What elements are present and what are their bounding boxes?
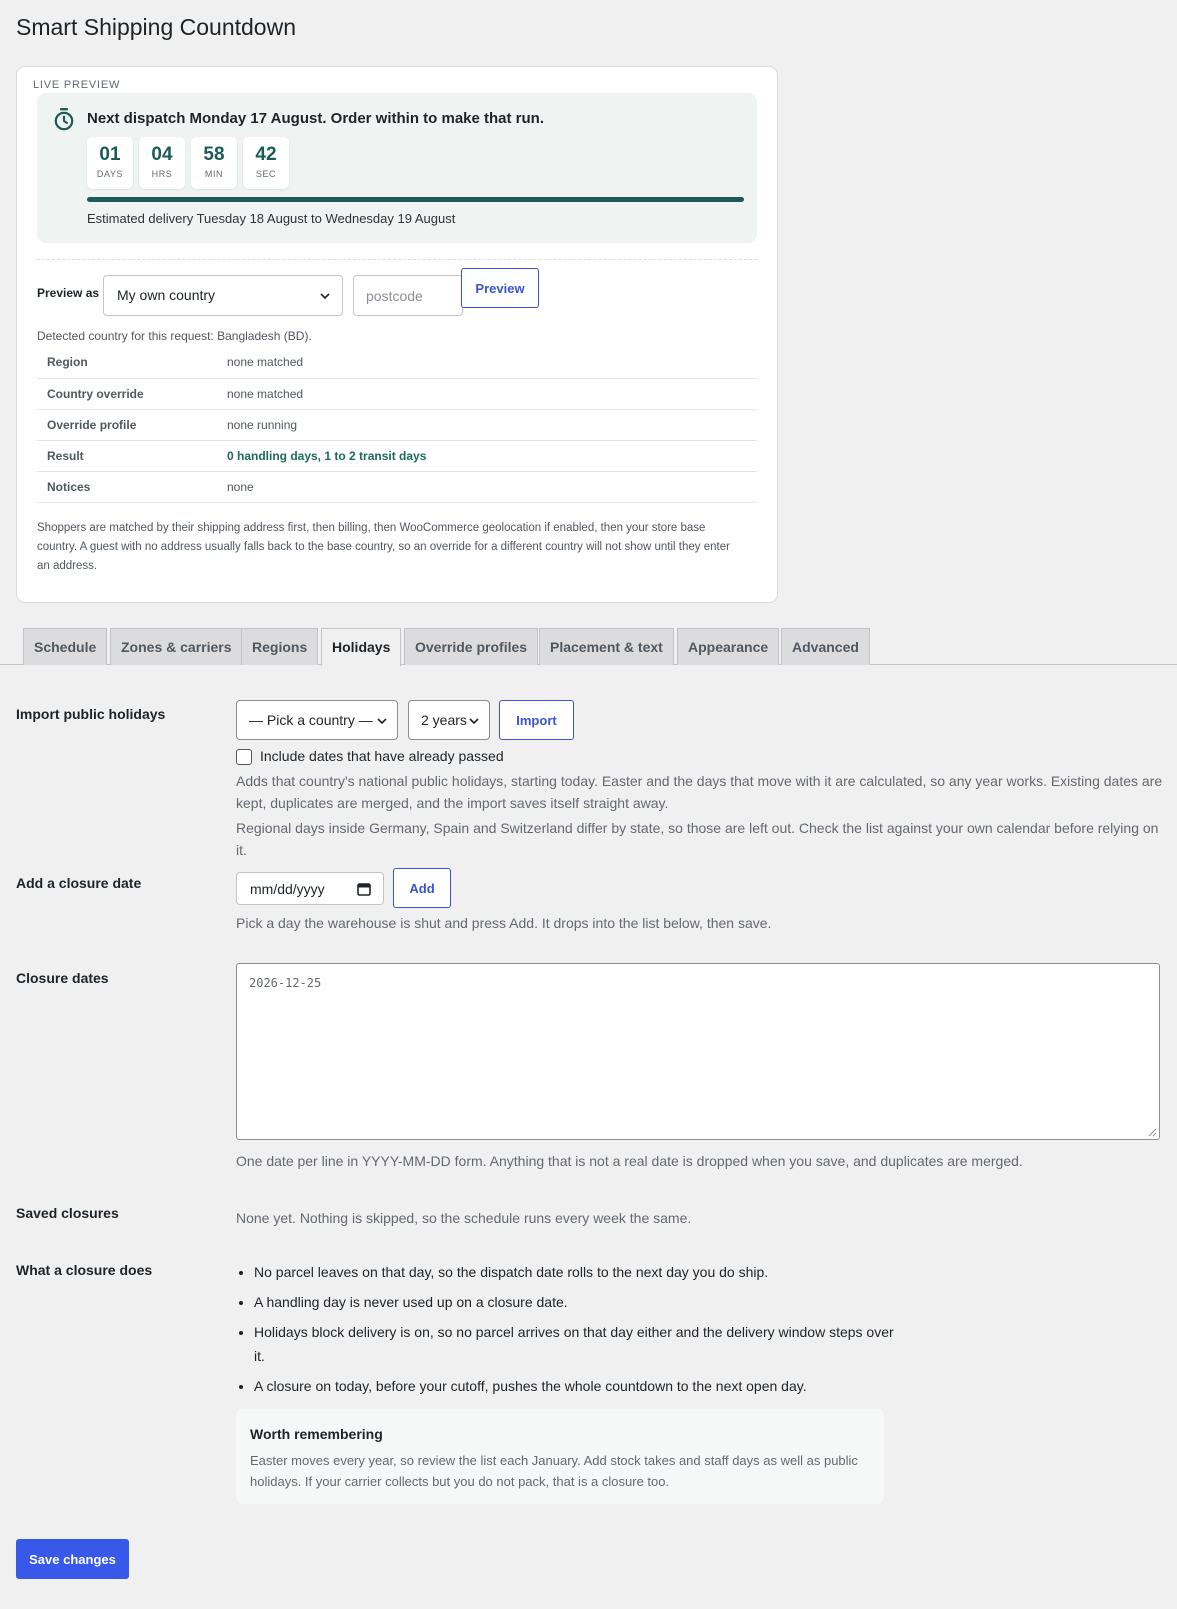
live-preview-label: LIVE PREVIEW <box>33 79 121 91</box>
calendar-icon[interactable] <box>357 882 371 896</box>
result-key: Country override <box>37 378 227 409</box>
closure-date-placeholder: mm/dd/yyyy <box>250 881 325 897</box>
countdown-seconds-unit: SEC <box>255 169 277 179</box>
add-closure-label: Add a closure date <box>16 875 142 891</box>
detected-country: Detected country for this request: Bangladesh (BD). <box>37 329 312 343</box>
result-key: Override profile <box>37 409 227 440</box>
countdown-hours-value: 04 <box>151 144 173 165</box>
settings-tabs <box>0 628 1177 665</box>
preview-button[interactable]: Preview <box>461 268 539 308</box>
dispatch-message: Next dispatch Monday 17 August. Order within to make that run. <box>87 110 545 127</box>
closure-dates-textarea[interactable] <box>236 963 1160 1140</box>
page-title: Smart Shipping Countdown <box>16 14 296 40</box>
countdown-minutes-unit: MIN <box>204 169 224 179</box>
preview-country-value: My own country <box>117 287 216 303</box>
countdown-days <box>87 137 133 189</box>
tip-body: Easter moves every year, so review the list each January. Add stock takes and staff days as well as public holidays. If your carrier collects but you do not pack, that is a closure too. <box>250 1453 858 1489</box>
countdown-preview <box>37 93 757 243</box>
countdown-minutes <box>191 137 237 189</box>
saved-closures-value: None yet. Nothing is skipped, so the schedule runs every week the same. <box>236 1210 692 1226</box>
result-value: 0 handling days, 1 to 2 transit days <box>227 440 757 471</box>
list-item: • Holidays block delivery is on, so no parcel arrives on that day either and the delivery window steps over it. <box>254 1320 896 1368</box>
matching-note: Shoppers are matched by their shipping address first, then billing, then WooCommerce geolocation if enabled, then your store base country. A guest with no address usually falls back to the base country, so an override for a different country will not show until they enter an address. <box>37 522 730 572</box>
result-key: Result <box>37 440 227 471</box>
holiday-country-select[interactable] <box>236 700 398 740</box>
estimated-delivery: Estimated delivery Tuesday 18 August to Wednesday 19 August <box>87 211 456 226</box>
preview-country-select[interactable] <box>103 275 343 316</box>
countdown-seconds <box>243 137 289 189</box>
countdown-days-value: 01 <box>99 144 121 165</box>
result-value: none matched <box>227 347 757 378</box>
tab-zones-carriers[interactable]: Zones & carriers <box>110 628 243 665</box>
countdown-progress-fill <box>87 197 744 202</box>
closure-date-input[interactable] <box>236 872 384 905</box>
timer-icon <box>53 107 75 131</box>
countdown-hours <box>139 137 185 189</box>
list-item: • A handling day is never used up on a closure date. <box>254 1290 896 1314</box>
tab-advanced[interactable]: Advanced <box>781 628 870 665</box>
tab-schedule[interactable]: Schedule <box>23 628 107 665</box>
list-item: • No parcel leaves on that day, so the dispatch date rolls to the next day you do ship. <box>254 1260 896 1284</box>
countdown-minutes-value: 58 <box>203 144 225 165</box>
import-button[interactable]: Import <box>499 700 574 740</box>
add-closure-button[interactable]: Add <box>393 868 451 908</box>
resize-handle-icon[interactable] <box>1147 1127 1157 1137</box>
live-preview-card <box>16 66 778 603</box>
countdown-progress-bar <box>87 197 744 202</box>
result-value: none running <box>227 409 757 440</box>
tip-box <box>236 1409 884 1504</box>
import-description: Adds that country's national public holidays, starting today. Easter and the days that move with it are calculated, so any year works. Existing dates are kept, duplicates are merged, and the import saves itself straight away. <box>236 773 1163 811</box>
tab-override-profiles[interactable]: Override profiles <box>404 628 538 665</box>
closure-dates-label: Closure dates <box>16 970 109 986</box>
holiday-country-value: — Pick a country — <box>249 712 373 728</box>
years-value: 2 years <box>421 712 467 728</box>
table-row <box>37 440 757 471</box>
closure-dates-description: One date per line in YYYY-MM-DD form. Anything that is not a real date is dropped when you save, and duplicates are merged. <box>236 1153 1023 1169</box>
tab-placement-text[interactable]: Placement & text <box>539 628 674 665</box>
what-closure-does-label: What a closure does <box>16 1262 153 1278</box>
preview-as-label: Preview as <box>37 286 100 300</box>
countdown-seconds-value: 42 <box>255 144 277 165</box>
closure-effects-list <box>236 1260 896 1404</box>
countdown-days-unit: DAYS <box>96 169 124 179</box>
chevron-down-icon <box>469 716 479 726</box>
tab-holidays[interactable]: Holidays <box>321 628 401 666</box>
result-value: none <box>227 471 757 502</box>
save-changes-button[interactable]: Save changes <box>16 1539 129 1579</box>
result-key: Region <box>37 347 227 378</box>
list-item: • A closure on today, before your cutoff, pushes the whole countdown to the next open day. <box>254 1374 896 1398</box>
table-row <box>37 378 757 409</box>
tip-title: Worth remembering <box>250 1426 383 1442</box>
postcode-input[interactable] <box>353 275 463 316</box>
years-select[interactable] <box>408 700 490 740</box>
import-holidays-label: Import public holidays <box>16 706 166 722</box>
table-row <box>37 347 757 378</box>
result-key: Notices <box>37 471 227 502</box>
divider <box>37 259 757 260</box>
add-closure-description: Pick a day the warehouse is shut and press Add. It drops into the list below, then save. <box>236 915 772 931</box>
table-row <box>37 471 757 502</box>
tab-regions[interactable]: Regions <box>241 628 318 665</box>
tab-appearance[interactable]: Appearance <box>677 628 779 665</box>
closure-dates-value: 2026-12-25 <box>249 976 322 990</box>
chevron-down-icon <box>320 291 330 301</box>
import-description-regional: Regional days inside Germany, Spain and Switzerland differ by state, so those are left out. Check the list against your own calendar before relying on it. <box>236 820 1159 858</box>
saved-closures-label: Saved closures <box>16 1205 119 1221</box>
include-past-label: Include dates that have already passed <box>260 748 504 764</box>
table-row <box>37 409 757 440</box>
chevron-down-icon <box>377 716 387 726</box>
include-past-checkbox[interactable] <box>236 749 252 765</box>
countdown-hours-unit: HRS <box>151 169 173 179</box>
result-value: none matched <box>227 378 757 409</box>
match-results-table <box>37 347 757 503</box>
